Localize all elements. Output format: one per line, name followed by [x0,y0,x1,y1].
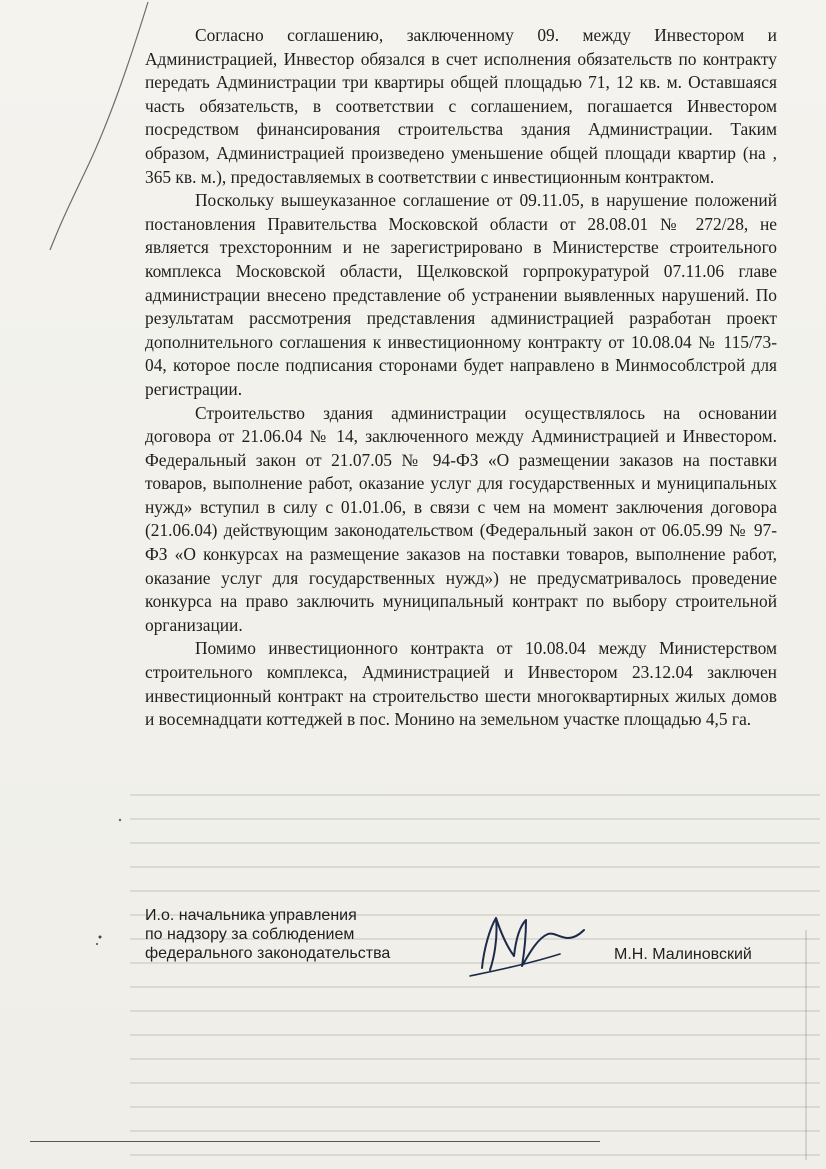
paragraph-agreement: Согласно соглашению, заключенному 09. между Инвестором и Администрацией, Инвестор обязался в счет исполнения обязательств по контракту передать Администрации три квартиры общей площадью 71, 12 кв. м. Оставшаяся часть обязательств, в соответствии с соглашением, погашается Инвестором посредством финансирования строительства здания Администрации. Таким образом, Администрацией произведено уменьшение общей площади квартир (на , 365 кв. м.), предоставляемых в соответствии с инвестиционным контрактом. [145,25,777,187]
signatory-title [145,906,405,963]
bottom-edge-line [30,1141,600,1142]
scan-margin-stroke [40,0,160,260]
paragraph-investment-contract: Помимо инвестиционного контракта от 10.08.04 между Министерством строительного комплекса, Администрацией и Инвестором 23.12.04 заключен инвестиционный контракт на строительство шести многоквартирных жилых домов и восемнадцати коттеджей в пос. Монино на земельном участке площадью 4,5 га. [145,638,777,730]
document-body [145,24,777,732]
signatory-name: М.Н. Малиновский [614,946,752,963]
signatory-title-line: И.о. начальника управления [145,907,357,924]
paragraph-construction: Строительство здания администрации осуществлялось на основании договора от 21.06.04 № 14, заключенного между Администрацией и Инвестором. Федеральный закон от 21.07.05 № 94-ФЗ «О размещении заказов на поставки товаров, выполнение работ, оказание услуг для государственных и муниципальных нужд» вступил в силу с 01.01.06, в связи с чем на момент заключения договора (21.06.04) действующим законодательством (Федеральный закон от 06.05.99 № 97-ФЗ «О конкурсах на размещение заказов на поставки товаров, выполнение работ, оказание услуг для государственных нужд») не предусматривалось проведение конкурса на право заключить муниципальный контракт по выбору строительной организации. [145,402,777,635]
signatory-title-line: федерального законодательства [145,945,391,962]
handwritten-signature [468,908,588,980]
signatory-title-line: по надзору за соблюдением [145,926,355,943]
paragraph-violation: Поскольку вышеуказанное соглашение от 09.11.05, в нарушение положений постановления Правительства Московской области от 28.08.01 № 272/28, не является трехсторонним и не зарегистрировано в Министерстве строительного комплекса Московской области, Щелковской горпрокуратурой 07.11.06 главе администрации внесено представление об устранении выявленных нарушений. По результатам рассмотрения представления администрацией разработан проект дополнительного соглашения к инвестиционному контракту от 10.08.04 № 115/73-04, которое после подписания сторонами будет направлено в Минмособлстрой для регистрации. [145,190,777,399]
